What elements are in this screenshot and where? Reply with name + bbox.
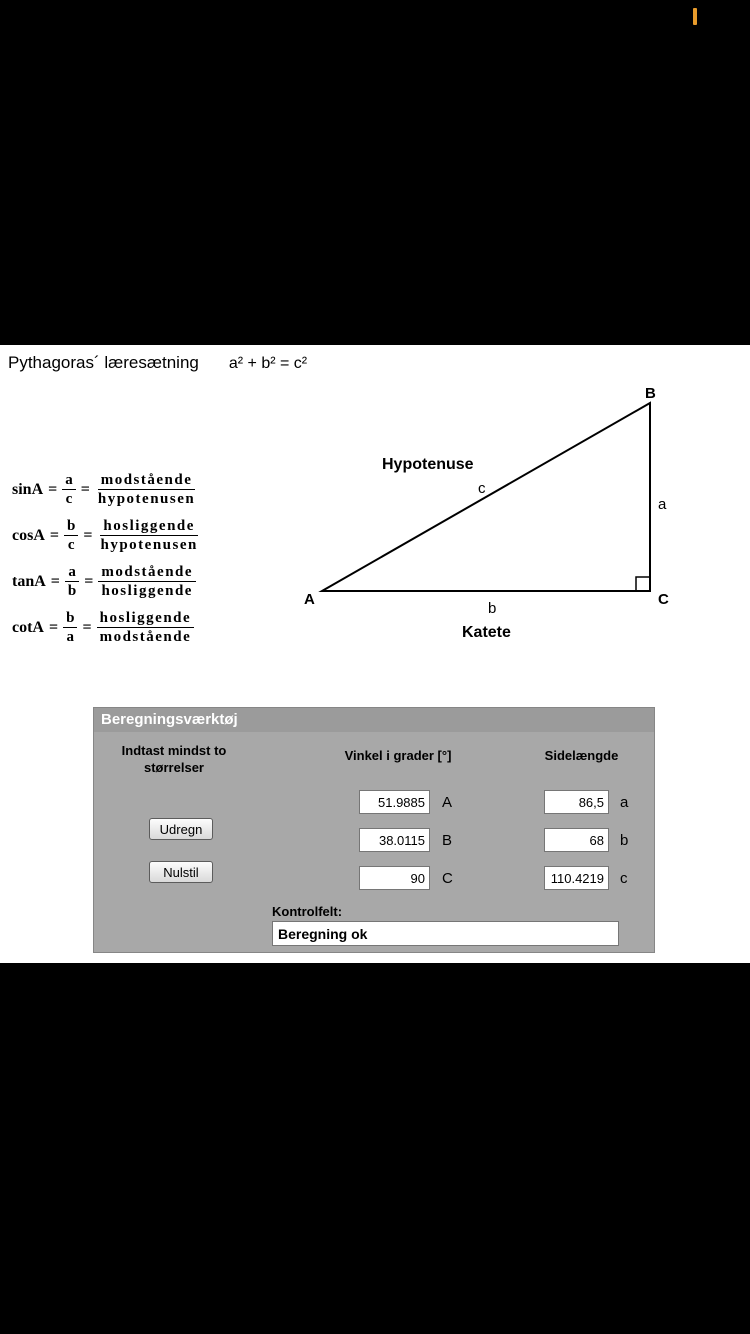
calculator-title: Beregningsværktøj <box>94 708 654 732</box>
equals-sign: = <box>49 526 60 544</box>
reset-button[interactable]: Nulstil <box>149 861 213 883</box>
triangle-svg <box>300 385 690 650</box>
fraction-denominator: c <box>65 491 73 507</box>
formula-cot <box>12 609 201 646</box>
word-fraction <box>97 609 195 646</box>
fraction-denominator: hosliggende <box>101 583 193 599</box>
hypotenuse-label: Hypotenuse <box>382 456 474 473</box>
side-a-input[interactable] <box>544 790 609 814</box>
fraction-numerator: modstående <box>98 563 196 582</box>
fraction-denominator: a <box>66 629 75 645</box>
equals-sign: = <box>80 480 90 498</box>
instruction-line-1: Indtast mindst to <box>121 743 227 758</box>
side-c-label: c <box>478 480 486 497</box>
side-b-label: b <box>488 600 497 617</box>
ratio-fraction <box>64 517 78 554</box>
side-c-input[interactable] <box>544 866 609 890</box>
pythagoras-formula: a² + b² = c² <box>228 355 308 372</box>
ratio-fraction <box>65 563 79 600</box>
side-column-header: Sidelængde <box>544 748 619 763</box>
angle-column-header: Vinkel i grader [°] <box>344 748 452 763</box>
formula-tan <box>12 563 201 600</box>
equals-sign: = <box>48 618 59 636</box>
side-b-label: b <box>620 832 629 849</box>
control-field-input[interactable] <box>272 921 619 946</box>
formula-name: sinA <box>12 480 44 498</box>
page-title-row <box>8 353 307 373</box>
vertex-b-label: B <box>645 385 656 402</box>
angle-c-label: C <box>442 870 453 887</box>
page-title: Pythagoras´ læresætning <box>8 353 199 372</box>
fraction-numerator: b <box>64 517 78 536</box>
formula-name: cosA <box>12 526 45 544</box>
side-b-input[interactable] <box>544 828 609 852</box>
vertex-a-label: A <box>304 591 315 608</box>
right-angle-marker <box>636 577 650 591</box>
side-a-label: a <box>620 794 629 811</box>
fraction-numerator: hosliggende <box>97 609 195 628</box>
fraction-denominator: hypotenusen <box>100 537 198 553</box>
triangle-shape <box>322 403 650 591</box>
formula-name: cotA <box>12 618 44 636</box>
fraction-denominator: modstående <box>99 629 192 645</box>
fraction-denominator: b <box>67 583 77 599</box>
equals-sign: = <box>84 572 94 590</box>
angle-a-input[interactable] <box>359 790 430 814</box>
trig-formula-list <box>12 471 201 655</box>
instruction-line-2: størrelser <box>144 760 204 775</box>
control-field-label: Kontrolfelt: <box>272 904 343 919</box>
calculate-button[interactable]: Udregn <box>149 818 213 840</box>
fraction-numerator: a <box>62 471 76 490</box>
side-c-label: c <box>620 870 628 887</box>
angle-b-label: B <box>442 832 453 849</box>
equals-sign: = <box>83 526 93 544</box>
fraction-denominator: hypotenusen <box>97 491 196 507</box>
katete-label: Katete <box>462 624 511 641</box>
triangle-diagram <box>300 385 690 650</box>
side-a-label: a <box>658 496 667 513</box>
instruction-text <box>104 742 244 776</box>
formula-cos <box>12 517 201 554</box>
equals-sign: = <box>82 618 92 636</box>
vertex-c-label: C <box>658 591 669 608</box>
angle-a-label: A <box>442 794 453 811</box>
fraction-denominator: c <box>67 537 75 553</box>
angle-c-input[interactable] <box>359 866 430 890</box>
equals-sign: = <box>50 572 60 590</box>
fraction-numerator: b <box>63 609 77 628</box>
fraction-numerator: a <box>65 563 79 582</box>
fraction-numerator: modstående <box>98 471 196 490</box>
angle-b-input[interactable] <box>359 828 430 852</box>
status-indicator <box>693 8 697 25</box>
equals-sign: = <box>48 480 58 498</box>
page-content <box>0 345 750 963</box>
formula-name: tanA <box>12 572 46 590</box>
formula-sin <box>12 471 201 508</box>
word-fraction <box>97 517 200 554</box>
word-fraction <box>98 563 196 600</box>
calculator-panel <box>93 707 655 953</box>
ratio-fraction <box>63 609 77 646</box>
ratio-fraction <box>62 471 76 508</box>
fraction-numerator: hosliggende <box>100 517 198 536</box>
word-fraction <box>95 471 198 508</box>
